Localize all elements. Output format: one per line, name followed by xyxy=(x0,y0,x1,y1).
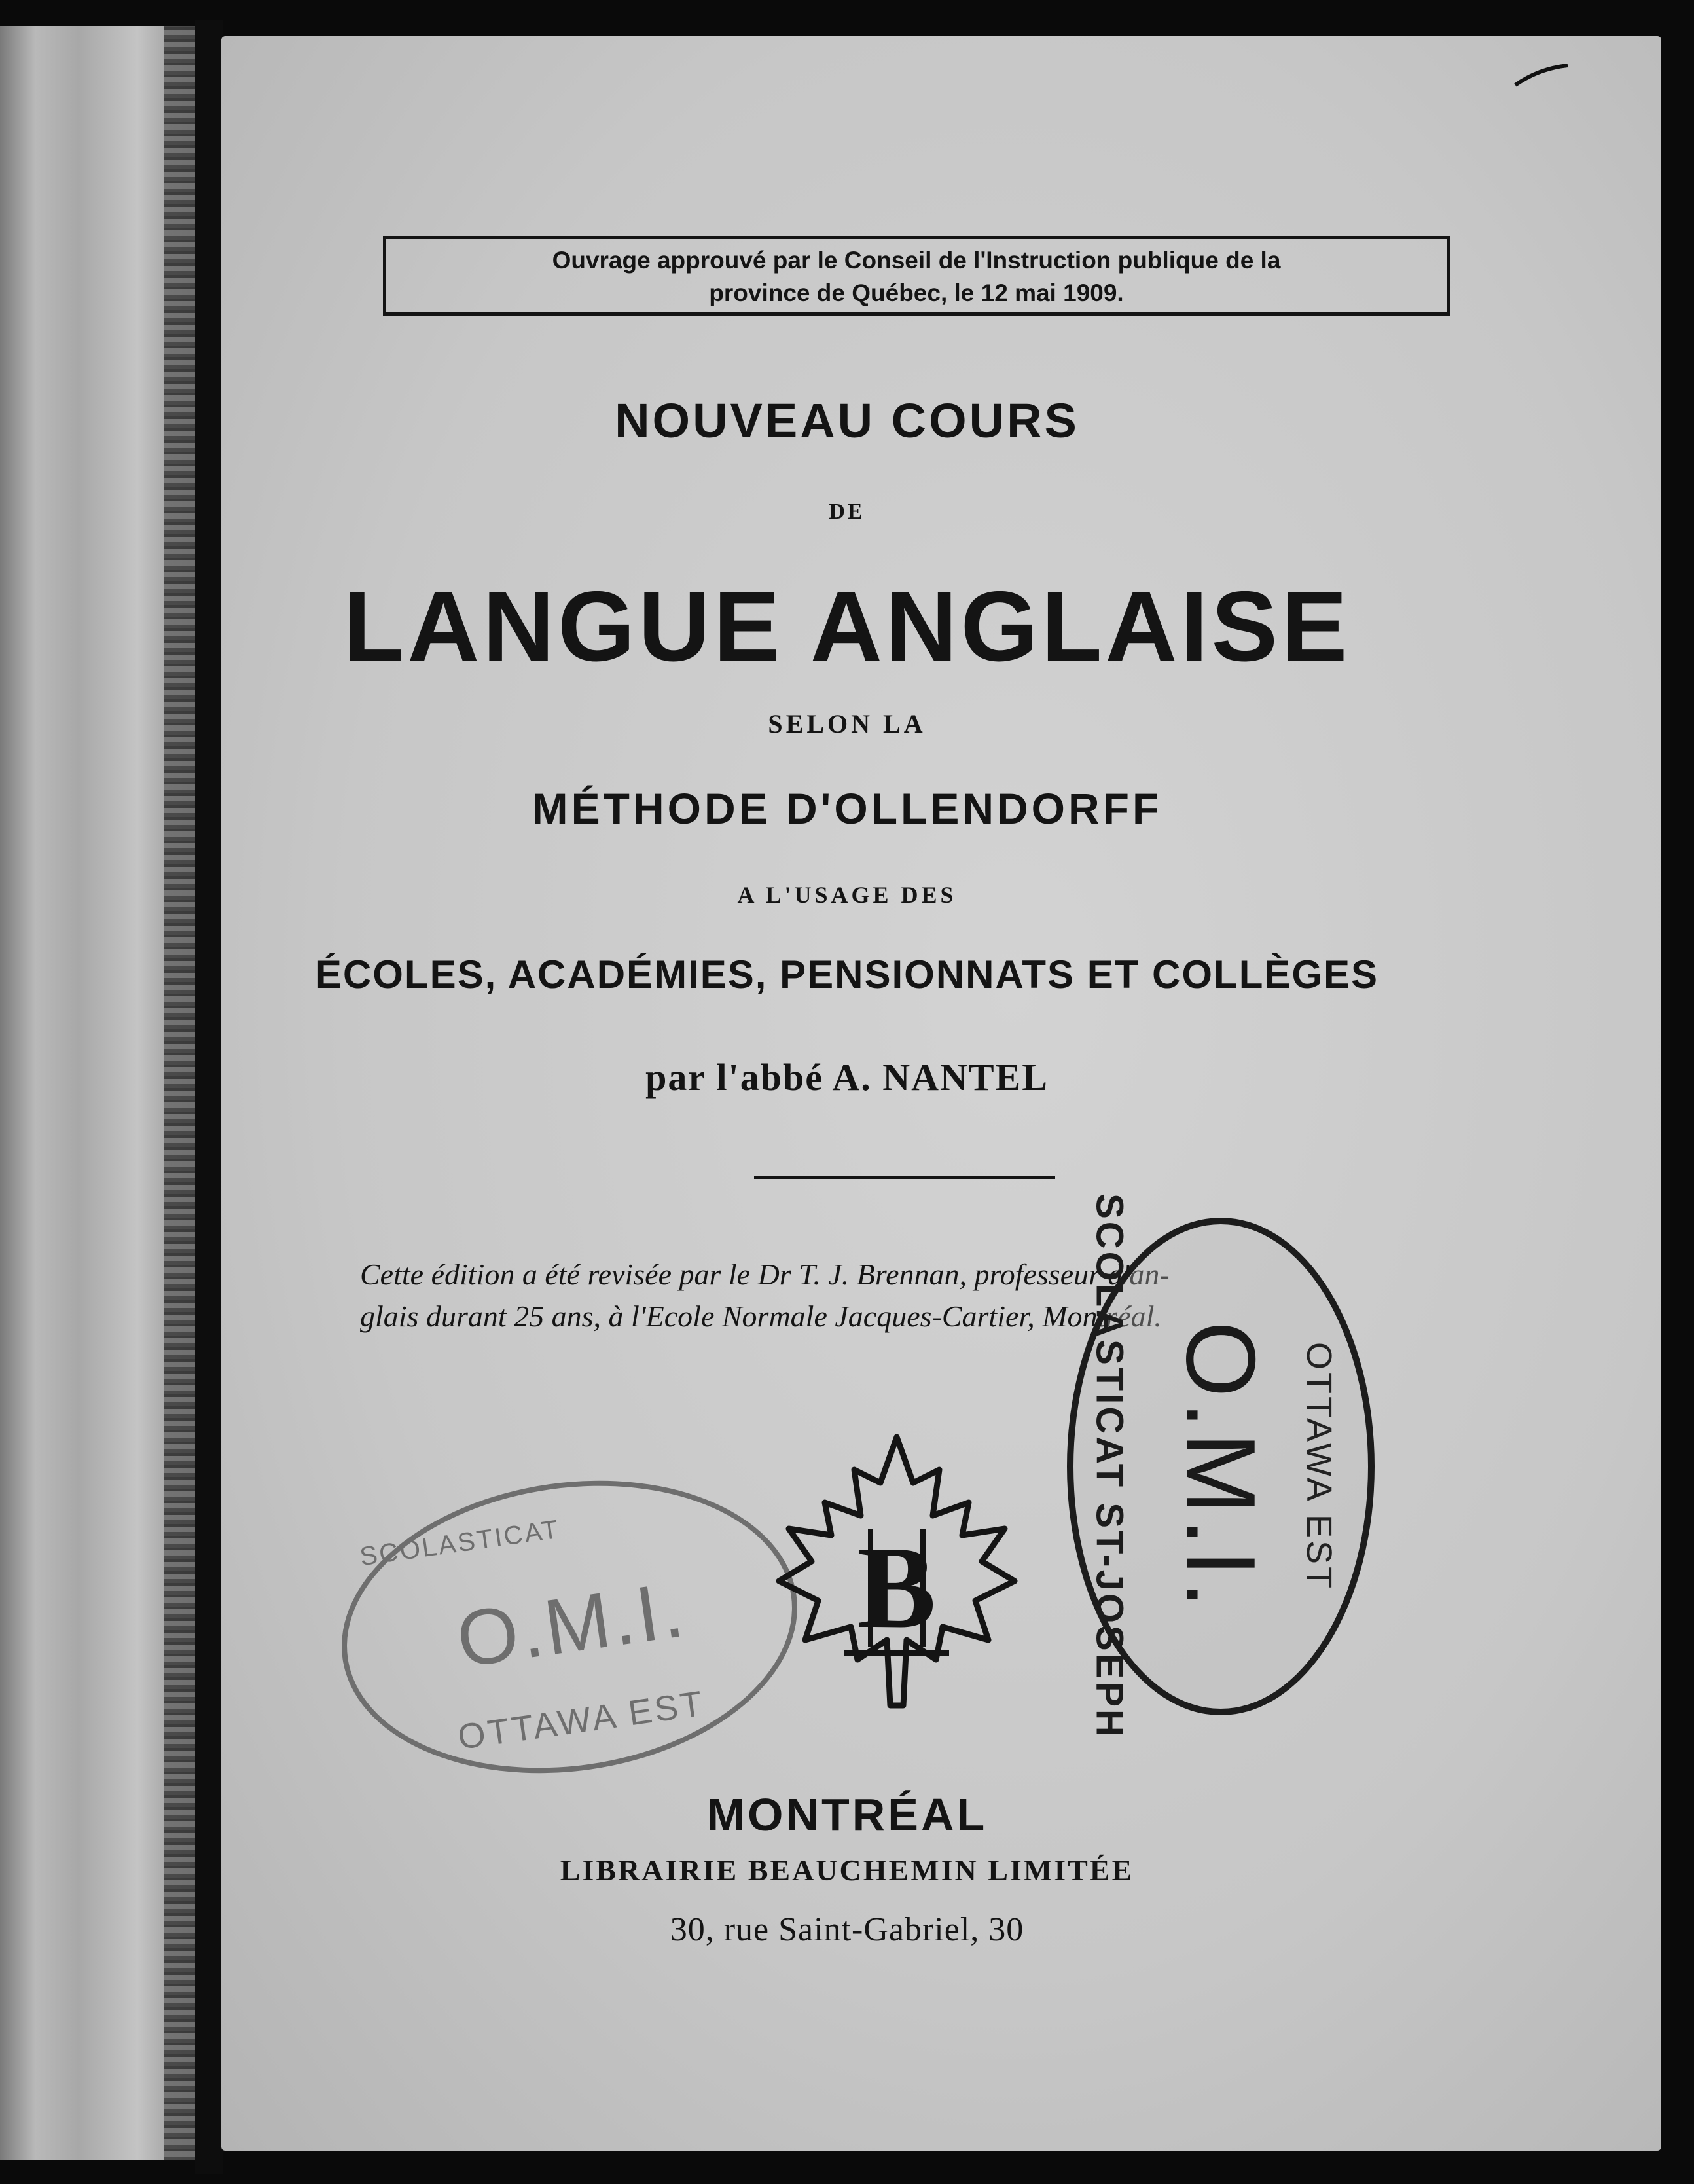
publisher-address: 30, rue Saint-Gabriel, 30 xyxy=(670,1911,1024,1948)
approval-line-2: province de Québec, le 12 mai 1909. xyxy=(709,280,1124,306)
title-line-6: A L'USAGE DES xyxy=(737,882,957,908)
seal-letters: B xyxy=(857,1522,937,1652)
publisher-city: MONTRÉAL xyxy=(706,1789,988,1840)
pen-mark-icon xyxy=(1512,62,1571,88)
approval-notice xyxy=(383,236,1450,316)
revision-line-1: Cette édition a été revisée par le Dr T. J. Brennan, professeur d'an- xyxy=(360,1258,1170,1291)
stamp-left-ring: SCOLASTICAT xyxy=(358,1514,562,1572)
stamp-right-center: O.M.I. xyxy=(1166,1320,1276,1612)
audience-line: ÉCOLES, ACADÉMIES, PENSIONNATS ET COLLÈGES xyxy=(315,953,1379,996)
approval-line-1: Ouvrage approuvé par le Conseil de l'Instruction publique de la xyxy=(552,247,1281,274)
title-line-4: SELON LA xyxy=(768,709,926,738)
stamp-left-center: O.M.I. xyxy=(451,1565,691,1684)
revision-line-2: glais durant 25 ans, à l'Ecole Normale Jacques-Cartier, Montréal. xyxy=(360,1300,1162,1333)
stamp-right-city: OTTAWA EST xyxy=(1299,1341,1339,1592)
title-line-2: DE xyxy=(829,500,865,524)
author-line: par l'abbé A. NANTEL xyxy=(645,1056,1049,1099)
divider-rule xyxy=(754,1176,1055,1179)
stamp-right-ring: SCOLASTICAT ST-JOSEPH xyxy=(1088,1193,1131,1739)
method-title: MÉTHODE D'OLLENDORFF xyxy=(532,784,1162,833)
library-stamp-right xyxy=(1067,1193,1375,1739)
stamp-left-city: OTTAWA EST xyxy=(455,1683,708,1758)
main-title: LANGUE ANGLAISE xyxy=(343,571,1351,682)
publisher-name: LIBRAIRIE BEAUCHEMIN LIMITÉE xyxy=(560,1853,1134,1887)
title-line-1: NOUVEAU COURS xyxy=(615,393,1079,448)
maple-leaf-monogram-icon xyxy=(772,1430,1021,1719)
